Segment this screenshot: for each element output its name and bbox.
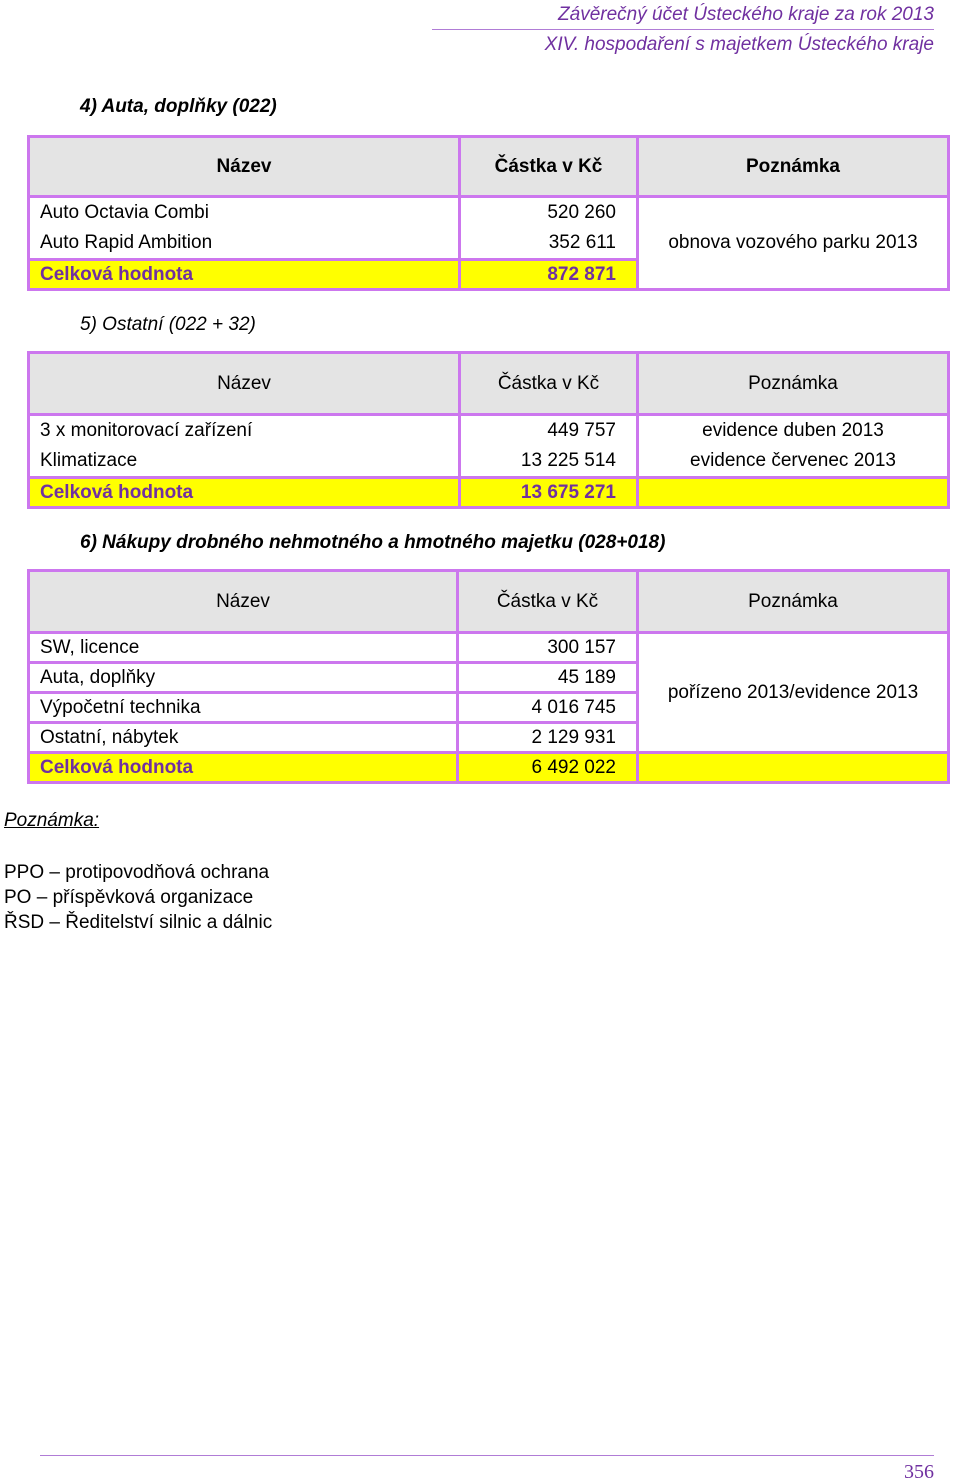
column-header-name: Název bbox=[29, 353, 460, 415]
column-header-amount: Částka v Kč bbox=[460, 137, 638, 197]
item-amount: 45 189 bbox=[458, 663, 638, 693]
footnote-list bbox=[4, 860, 272, 935]
item-name: Ostatní, nábytek bbox=[29, 723, 458, 753]
total-note-empty bbox=[638, 753, 949, 783]
total-amount: 872 871 bbox=[460, 260, 638, 290]
column-header-amount: Částka v Kč bbox=[460, 353, 638, 415]
section-5-title: 5) Ostatní (022 + 32) bbox=[80, 314, 256, 335]
section-5-table bbox=[27, 351, 950, 509]
item-name: Auto Octavia Combi bbox=[40, 202, 209, 223]
item-name: Výpočetní technika bbox=[29, 693, 458, 723]
section-6-title: 6) Nákupy drobného nehmotného a hmotného majetku (028+018) bbox=[80, 532, 666, 553]
total-row bbox=[29, 753, 949, 783]
document-header-title: Závěrečný účet Ústeckého kraje za rok 2013 bbox=[558, 4, 934, 25]
item-amount: 520 260 bbox=[547, 202, 616, 223]
table-row bbox=[29, 633, 949, 663]
total-row bbox=[29, 478, 949, 508]
item-name: SW, licence bbox=[29, 633, 458, 663]
section-4-title: 4) Auta, doplňky (022) bbox=[80, 96, 277, 117]
table-row bbox=[29, 415, 949, 478]
item-amount: 352 611 bbox=[548, 232, 616, 253]
footer-divider bbox=[40, 1455, 934, 1456]
table-header-row bbox=[29, 353, 949, 415]
column-header-name: Název bbox=[29, 137, 460, 197]
header-divider bbox=[432, 29, 934, 30]
item-note: evidence červenec 2013 bbox=[690, 450, 896, 471]
column-header-amount: Částka v Kč bbox=[458, 571, 638, 633]
column-header-note: Poznámka bbox=[638, 571, 949, 633]
footnote-line: ŘSD – Ředitelství silnic a dálnic bbox=[4, 912, 273, 933]
column-header-note: Poznámka bbox=[638, 353, 949, 415]
item-name: 3 x monitorovací zařízení bbox=[40, 420, 253, 441]
item-amount: 13 225 514 bbox=[520, 450, 616, 471]
total-label: Celková hodnota bbox=[29, 260, 460, 290]
page-number: 356 bbox=[904, 1461, 934, 1483]
footnote-title: Poznámka: bbox=[4, 810, 100, 831]
total-label: Celková hodnota bbox=[29, 753, 458, 783]
item-amount: 300 157 bbox=[458, 633, 638, 663]
section-4-table bbox=[27, 135, 950, 291]
document-header-chapter: XIV. hospodaření s majetkem Ústeckého kraje bbox=[544, 34, 934, 55]
item-amount: 449 757 bbox=[547, 420, 616, 441]
total-note-empty bbox=[638, 478, 949, 508]
column-header-name: Název bbox=[29, 571, 458, 633]
table-header-row bbox=[29, 137, 949, 197]
item-name: Auto Rapid Ambition bbox=[40, 232, 213, 253]
item-name: Auta, doplňky bbox=[29, 663, 458, 693]
item-note: evidence duben 2013 bbox=[702, 420, 884, 441]
footnote-line: PPO – protipovodňová ochrana bbox=[4, 862, 270, 883]
table-row bbox=[29, 197, 949, 260]
total-amount: 13 675 271 bbox=[460, 478, 638, 508]
section-6-table bbox=[27, 569, 950, 784]
footnote-line: PO – příspěvková organizace bbox=[4, 887, 254, 908]
total-label: Celková hodnota bbox=[29, 478, 460, 508]
item-amount: 2 129 931 bbox=[458, 723, 638, 753]
item-amount: 4 016 745 bbox=[458, 693, 638, 723]
column-header-note: Poznámka bbox=[638, 137, 949, 197]
item-name: Klimatizace bbox=[40, 450, 138, 471]
item-note: pořízeno 2013/evidence 2013 bbox=[638, 633, 949, 753]
table-header-row bbox=[29, 571, 949, 633]
total-amount: 6 492 022 bbox=[458, 753, 638, 783]
item-note: obnova vozového parku 2013 bbox=[638, 197, 949, 290]
